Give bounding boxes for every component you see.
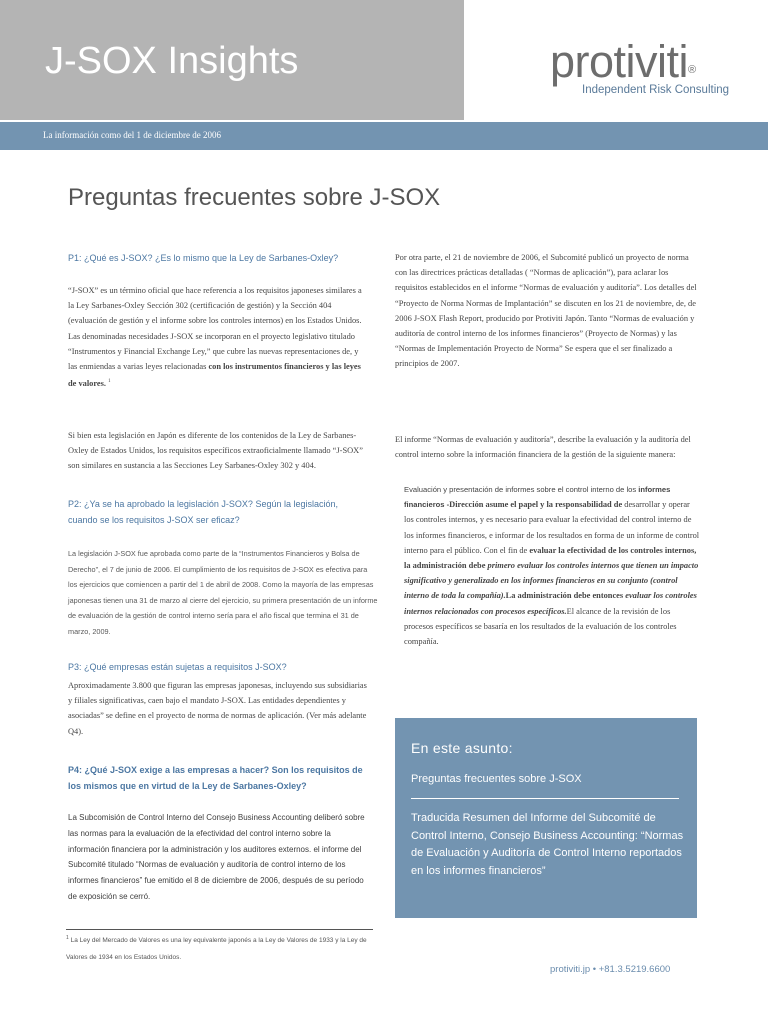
box-item-report[interactable]: Traducida Resumen del Informe del Subcomité de Control Interno, Consejo Business Accounting: “Normas de Evaluación y Auditoría de Control Interno reportados en los informes financieros” <box>411 812 684 877</box>
footnote-text: La Ley del Mercado de Valores es una ley equivalente japonés a la Ley de Valores de 1933 y la Ley de Valores de 1934 en los Estados Unidos. <box>66 937 367 961</box>
page-title: Preguntas frecuentes sobre J-SOX <box>68 184 441 211</box>
question-1: P1: ¿Qué es J-SOX? ¿Es lo mismo que la Ley de Sarbanes-Oxley? <box>68 253 339 263</box>
footnote-mark: 1 <box>66 935 69 941</box>
answer-2-paragraph: La legislación J-SOX fue aprobada como parte de la “Instrumentos Financieros y Bolsa de Derecho”, el 7 de junio de 2006. El cumplimiento de los requisitos de J-SOX es efectiva para los ejercicios que comiencen a partir del 1 de abril de 2008. Como la mayoría de las empresas japonesas tienen una 31 de marzo al cierre del ejercicio, su primera presentación de un informe de evaluación de la gestión de control interno sería para el año fiscal que termina el 31 de marzo, 2009. <box>68 549 378 636</box>
answer-3-paragraph: Aproximadamente 3.800 que figuran las empresas japonesas, incluyendo sus subsidiarias y filiales significativas, caen bajo el mandato J-SOX. Las entidades dependientes y asociadas” se define en el proyecto de norma de normas de aplicación. (Ver más adelante Q4). <box>68 681 367 736</box>
answer-4-paragraph: La Subcomisión de Control Interno del Consejo Business Accounting deliberó sobre las normas para la evaluación de la efectividad del control interno sobre la información financiera por la administración y los auditores externos. el informe del Subcomité titulado “Normas de evaluación y auditoría de control interno de los informes financieros” fue emitido el 8 de diciembre de 2006, después de su período de exposición se cerró. <box>68 813 365 901</box>
footnote-ref: 1 <box>108 379 111 385</box>
answer-1b-paragraph: Si bien esta legislación en Japón es diferente de los contenidos de la Ley de Sarbanes-Oxley de Estados Unidos, los requisitos específicos extraoficialmente llamado “J-SOX” son similares en sustancia a las Secciones Ley Sarbanes-Oxley 302 y 404. <box>68 431 363 471</box>
publication-title: J-SOX Insights <box>45 40 299 82</box>
right-paragraph-2: El informe “Normas de evaluación y auditoría”, describe la evaluación y la auditoría del control interno sobre la información financiera de la gestión de la siguiente manera: <box>395 435 691 460</box>
protiviti-logo <box>550 36 750 96</box>
quote-italic-2: evaluar los controles internos relacionados con procesos específicos. <box>404 591 697 616</box>
in-this-issue-box <box>395 718 697 918</box>
right-paragraph-1: Por otra parte, el 21 de noviembre de 2006, el Subcomité publicó un proyecto de norma con las directrices prácticas detalladas ( “Normas de aplicación”), para aclarar los requisitos establecidos en el informe “Normas de evaluación y auditoría”. Los detalles del “Proyecto de Norma Normas de Implantación” se discuten en los 21 de noviembre, de, de 2006 J-SOX Flash Report, producido por Protiviti Japón. Tanto “Normas de evaluación y auditoría de control interno de los informes financieros” (Proyecto de Normas) y las “Normas de Implementación Proyecto de Norma” Se espera que el ser finalizado a principios de 2007. <box>395 253 697 369</box>
quote-bold-3: La administración debe entonces <box>505 591 624 601</box>
box-divider <box>411 798 679 799</box>
answer-1-bold: con los instrumentos financieros y las leyes de valores. <box>68 362 361 389</box>
question-4: P4: ¿Qué J-SOX exige a las empresas a hacer? Son los requisitos de los mismos que en virtud de la Ley de Sarbanes-Oxley? <box>68 765 363 791</box>
quote-role: Dirección asume el papel y la responsabilidad de <box>449 500 623 510</box>
quote-italic-1: primero evaluar los controles internos que tienen un impacto significativo y generalizado en los informes financieros en su conjunto (control interno de toda la compañía). <box>404 561 699 601</box>
footnote <box>66 930 386 966</box>
quote-body-2: El alcance de la revisión de los procesos específicos se basaría en los resultados de la evaluación de los controles compañía. <box>404 606 677 647</box>
question-3: P3: ¿Qué empresas están sujetas a requisitos J-SOX? <box>68 662 287 672</box>
date-text: La información como del 1 de diciembre de 2006 <box>43 130 221 140</box>
answer-1-text: “J-SOX” es un término oficial que hace referencia a los requisitos japoneses similares a la Ley Sarbanes-Oxley Sección 302 (certificación de gestión) y la Sección 404 (evaluación de gestión y el informe sobre los controles internos) en los Estados Unidos. Las denominadas necesidades J-SOX se incorporan en el proyecto legislativo titulado “Instrumentos y Financial Exchange Ley,” que cubre las nuevas representaciones de, y las enmiendas a varias leyes relacionadas <box>68 286 362 372</box>
indented-quote <box>404 482 700 649</box>
question-2: P2: ¿Ya se ha aprobado la legislación J-SOX? Según la legislación, cuando se los requisitos J-SOX ser eficaz? <box>68 499 338 525</box>
date-band <box>0 122 768 150</box>
quote-lead-bold: informes financieros - <box>404 485 671 510</box>
quote-body-1: desarrollar y operar los controles internos, y es necesario para evaluar la efectividad del control interno de los informes financieros, e informar de los resultados en forma de un informe de control interno para el público. Con el fin de <box>404 500 700 555</box>
quote-bold-2: evaluar la efectividad de los controles internos, la administración debe <box>404 545 697 571</box>
quote-lead: Evaluación y presentación de informes sobre el control interno de los <box>404 485 637 494</box>
answer-1-paragraph <box>68 283 368 391</box>
logo-wordmark: protiviti <box>550 36 689 87</box>
box-heading: En este asunto: <box>411 740 513 756</box>
logo-registered-mark: ® <box>688 64 696 76</box>
logo-tagline: Independent Risk Consulting <box>582 84 730 96</box>
footer-contact[interactable]: protiviti.jp • +81.3.5219.6600 <box>550 964 671 975</box>
box-item-faq[interactable]: Preguntas frecuentes sobre J-SOX <box>411 773 582 785</box>
